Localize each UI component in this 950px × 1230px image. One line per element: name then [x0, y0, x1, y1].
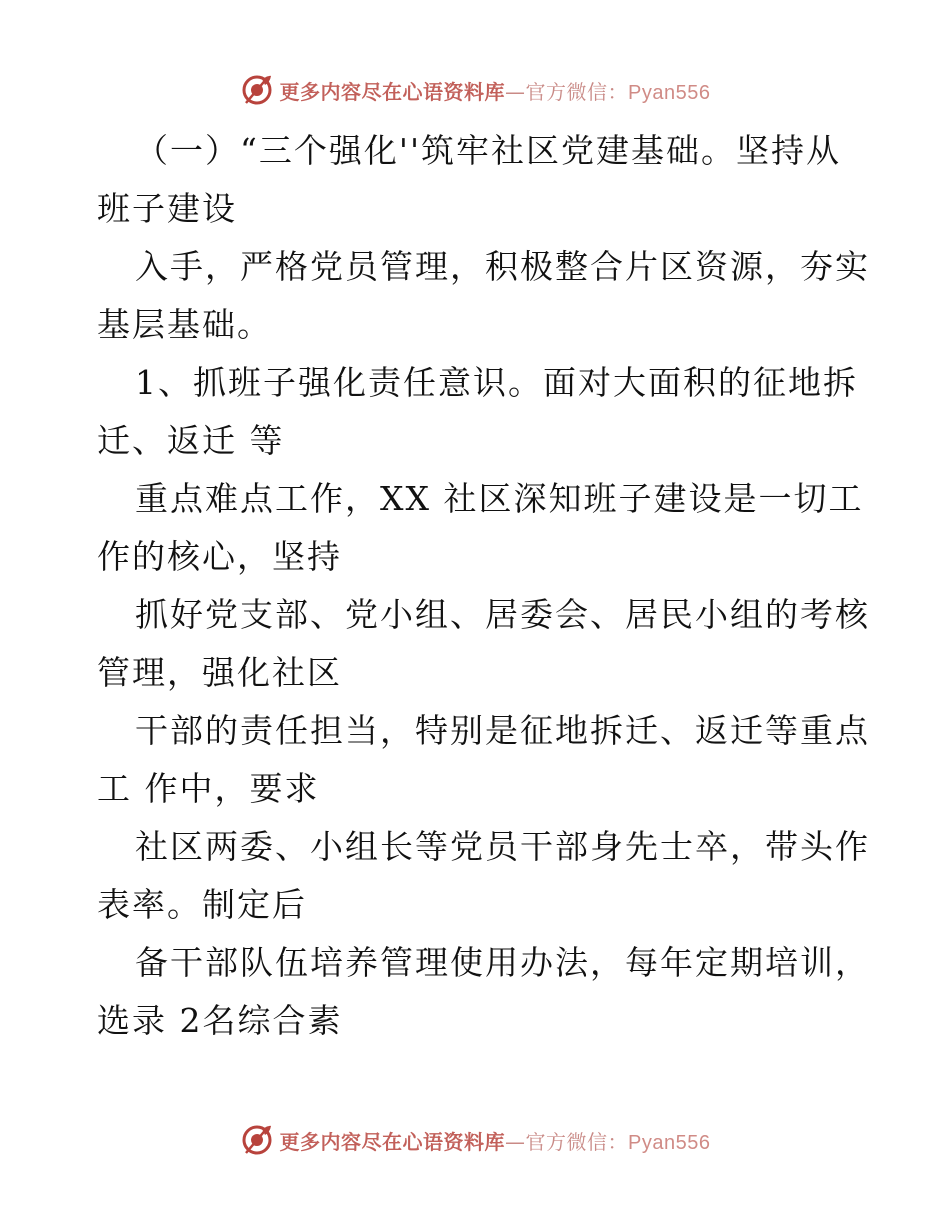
banner-main-text: 更多内容尽在心语资料库 [279, 1129, 506, 1154]
body-line: 入手，严格党员管理，积极整合片区资源，夯实 [135, 247, 870, 286]
header-watermark-banner [0, 70, 950, 110]
banner-text [280, 1126, 711, 1155]
body-line: 选录 2名综合素 [97, 1001, 343, 1040]
body-line: （一）“三个强化''筑牢社区党建基础。坚持从 [135, 131, 842, 170]
banner-id-text: Pyan556 [628, 1131, 711, 1154]
quill-logo-icon [240, 73, 274, 107]
body-line: 作的核心，坚持 [97, 537, 342, 576]
body-line: 社区两委、小组长等党员干部身先士卒，带头作 [135, 827, 870, 866]
footer-watermark-banner [0, 1120, 950, 1160]
body-line: 基层基础。 [97, 305, 272, 344]
banner-id-text: Pyan556 [628, 81, 711, 104]
body-line: 1、抓班子强化责任意识。面对大面积的征地拆 [135, 363, 858, 402]
banner-separator: — [505, 79, 526, 104]
body-line: 抓好党支部、党小组、居委会、居民小组的考核 [135, 595, 870, 634]
body-line: 干部的责任担当，特别是征地拆迁、返迁等重点 [135, 711, 870, 750]
banner-suffix-text: 官方微信： [525, 1129, 629, 1154]
body-line: 表率。制定后 [97, 885, 307, 924]
document-body [97, 122, 870, 1050]
body-line: 工 作中，要求 [97, 769, 320, 808]
banner-main-text: 更多内容尽在心语资料库 [279, 79, 506, 104]
body-line: 迁、返迁 等 [97, 421, 285, 460]
banner-suffix-text: 官方微信： [525, 79, 629, 104]
body-line: 备干部队伍培养管理使用办法，每年定期培训， [135, 943, 870, 982]
body-line: 重点难点工作，XX 社区深知班子建设是一切工 [135, 479, 864, 518]
banner-separator: — [505, 1129, 526, 1154]
quill-logo-icon [240, 1123, 274, 1157]
body-line: 管理，强化社区 [97, 653, 342, 692]
banner-text [280, 76, 711, 105]
body-line: 班子建设 [97, 189, 237, 228]
